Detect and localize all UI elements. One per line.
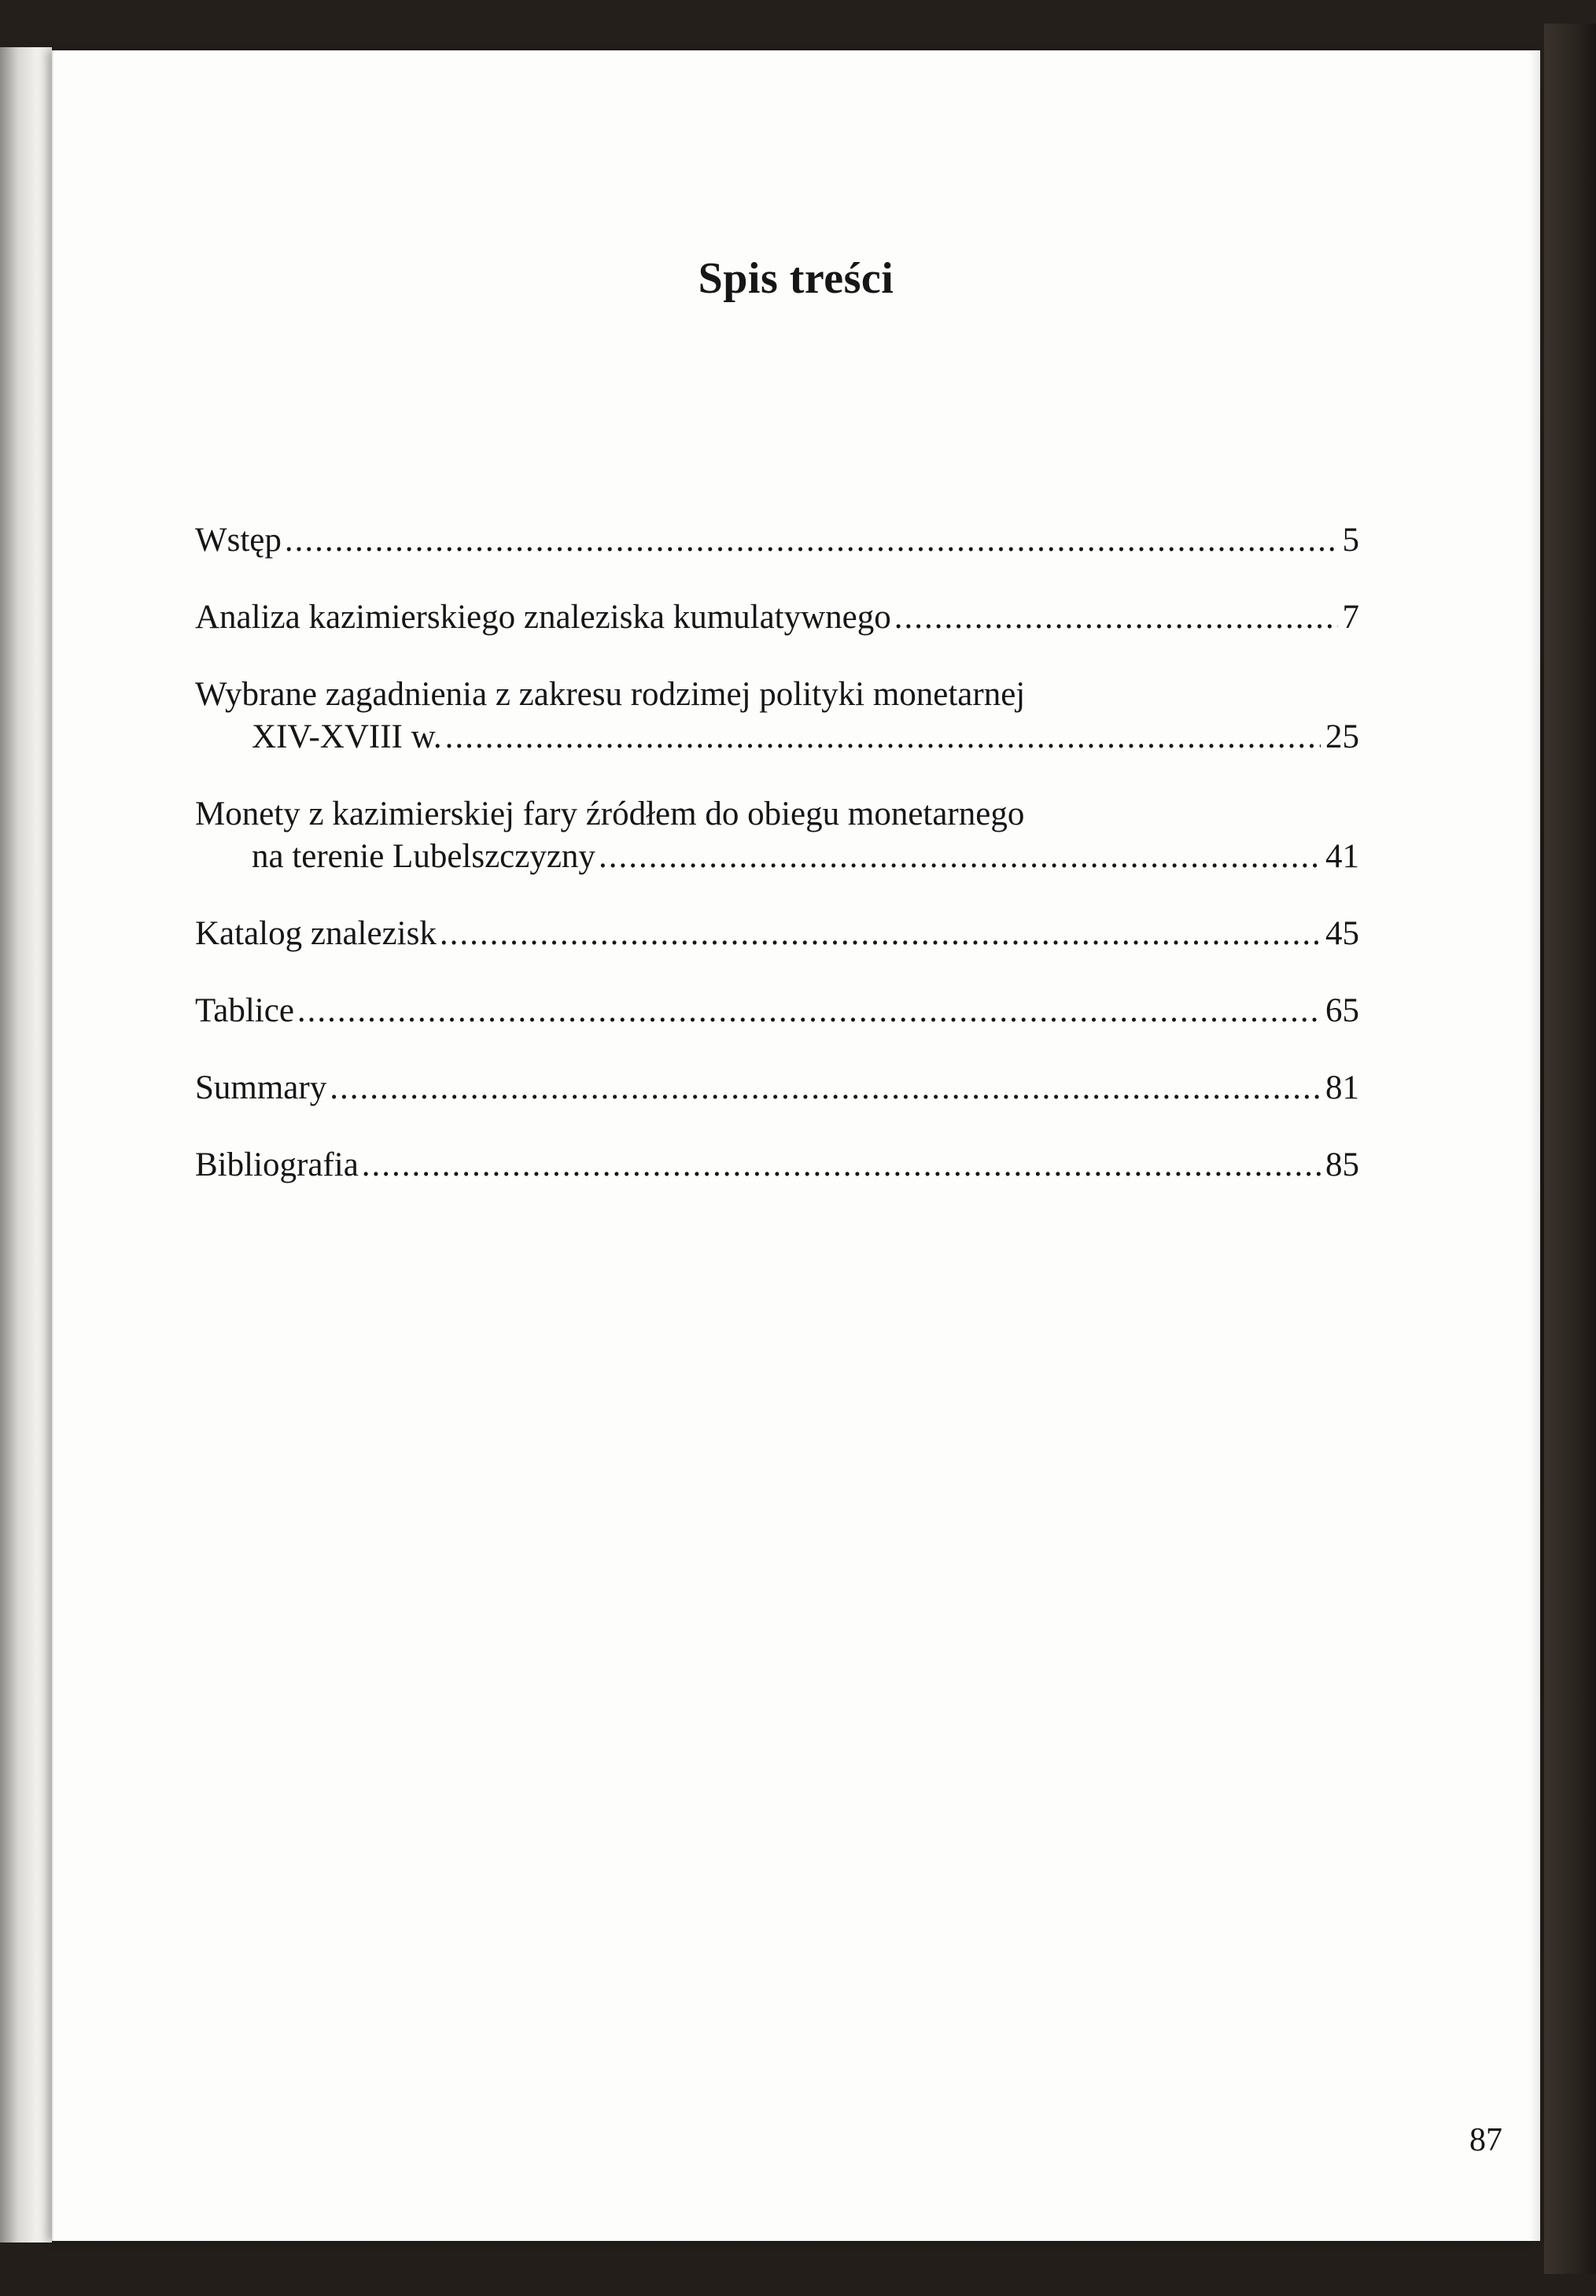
toc-page-number: 5 — [1342, 522, 1359, 559]
toc-entry-title: Katalog znalezisk — [195, 915, 437, 952]
dot-leader — [297, 990, 1321, 1032]
dot-leader — [599, 836, 1321, 878]
toc-entry-tablice — [195, 990, 1359, 1032]
page-number: 87 — [1469, 2122, 1502, 2158]
page-shadow — [1529, 50, 1540, 2241]
toc-entry-monety — [195, 793, 1359, 878]
dot-leader — [362, 1144, 1321, 1187]
toc-entry-title: Summary — [195, 1069, 327, 1106]
toc-entry-katalog — [195, 913, 1359, 955]
toc-entry-wstep — [195, 519, 1359, 562]
table-of-contents — [195, 519, 1359, 1221]
toc-entry-title: Tablice — [195, 992, 294, 1029]
toc-entry-title: Bibliografia — [195, 1146, 359, 1183]
toc-entry-wybrane-zagadnienia — [195, 674, 1359, 759]
dot-leader — [445, 716, 1321, 759]
toc-entry-title: Wybrane zagadnienia z zakresu rodzimej polityki monetarnej — [195, 676, 1026, 713]
toc-page-number: 45 — [1325, 915, 1359, 952]
dot-leader — [285, 519, 1338, 562]
page-title: Spis treści — [698, 254, 894, 303]
toc-page-number: 85 — [1325, 1146, 1359, 1183]
cover-right-edge — [1544, 24, 1596, 2274]
book-page — [52, 50, 1540, 2241]
toc-entry-title-continued: XIV-XVIII w. — [252, 718, 442, 755]
toc-page-number: 65 — [1325, 992, 1359, 1029]
toc-page-number: 41 — [1325, 838, 1359, 875]
toc-page-number: 25 — [1325, 718, 1359, 755]
toc-page-number: 81 — [1325, 1069, 1359, 1106]
dot-leader — [894, 596, 1338, 639]
toc-entry-title: Analiza kazimierskiego znaleziska kumulatywnego — [195, 599, 891, 636]
binding-edge — [0, 47, 52, 2242]
toc-entry-title-continued: na terenie Lubelszczyzny — [252, 838, 595, 875]
dot-leader — [440, 913, 1321, 955]
toc-entry-summary — [195, 1067, 1359, 1109]
toc-entry-analiza — [195, 596, 1359, 639]
toc-entry-title: Wstęp — [195, 522, 282, 559]
dot-leader — [330, 1067, 1321, 1109]
toc-page-number: 7 — [1342, 599, 1359, 636]
toc-entry-title: Monety z kazimierskiej fary źródłem do obiegu monetarnego — [195, 795, 1025, 832]
toc-entry-bibliografia — [195, 1144, 1359, 1187]
